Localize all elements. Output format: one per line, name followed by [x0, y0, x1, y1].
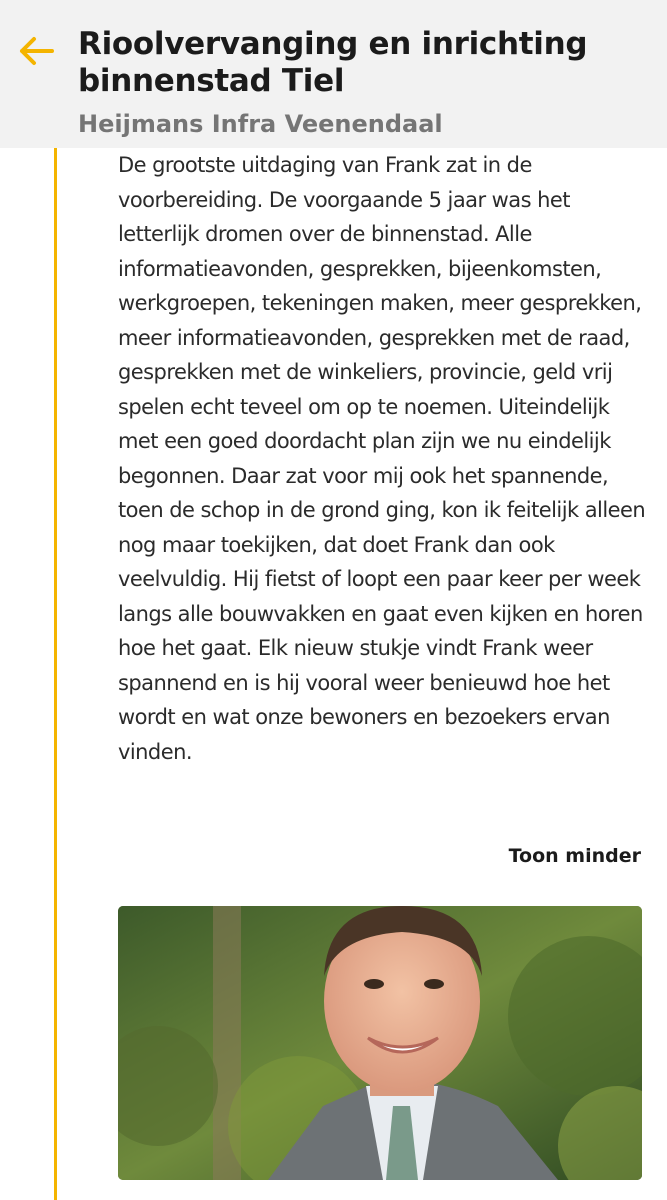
arrow-left-icon[interactable]: [18, 36, 56, 66]
company-subtitle: Heijmans Infra Veenendaal: [78, 110, 443, 138]
show-less-button[interactable]: Toon minder: [508, 845, 641, 867]
timeline-line: [54, 148, 57, 1200]
page-title: Rioolvervanging en inrichting binnenstad Tiel: [78, 26, 588, 99]
article-body: De grootste uitdaging van Frank zat in de voorbereiding. De voorgaande 5 jaar was het letterlijk dromen over de binnenstad. Alle informatieavonden, gesprekken, bijeenkomsten, werkgroepen, tekeningen maken, meer gesprekken, meer informatieavonden, gesprekken met de raad, gesprekken met de winkeliers, provincie, geld vrij spelen echt teveel om op te noemen. Uiteindelijk met een goed doordacht plan zijn we nu eindelijk begonnen. Daar zat voor mij ook het spannende, toen de schop in de grond ging, kon ik feitelijk alleen nog maar toekijken, dat doet Frank dan ook veelvuldig. Hij fietst of loopt een paar keer per week langs alle bouwvakken en gaat even kijken en horen hoe het gaat. Elk nieuw stukje vindt Frank weer spannend en is hij vooral weer benieuwd hoe het wordt en wat onze bewoners en bezoekers ervan vinden.: [118, 153, 646, 764]
header-bar: [0, 0, 667, 148]
portrait-photo: [118, 906, 642, 1180]
